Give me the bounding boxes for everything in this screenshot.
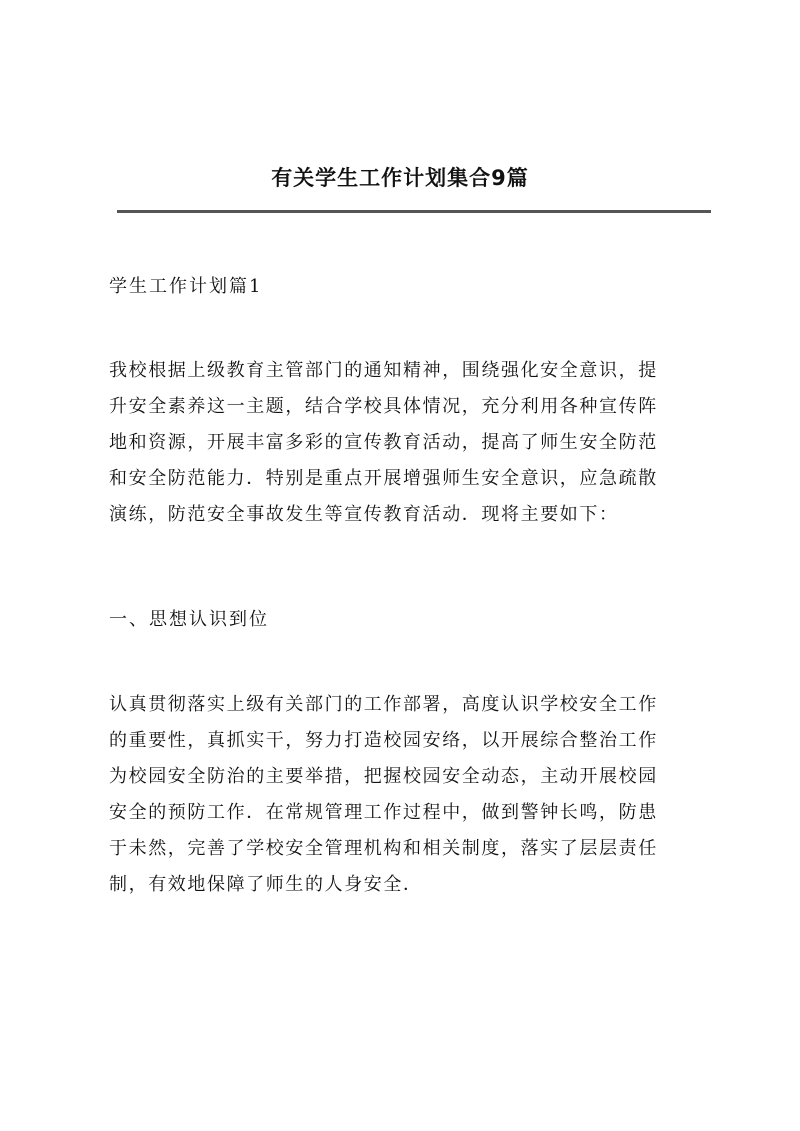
paragraph-line: 我校根据上级教育主管部门的通知精神，围绕强化安全意识，提 — [109, 360, 658, 381]
paragraph-line: 升安全素养这一主题，结合学校具体情况，充分利用各种宣传阵 — [109, 396, 658, 417]
paragraph-line: 为校园安全防治的主要举措，把握校园安全动态，主动开展校园 — [109, 766, 658, 787]
paragraph-line: 认真贯彻落实上级有关部门的工作部署，高度认识学校安全工作 — [109, 694, 658, 715]
paragraph-line: 地和资源，开展丰富多彩的宣传教育活动，提高了师生安全防范 — [109, 432, 658, 453]
subheading-thought-awareness: 一、思想认识到位 — [109, 609, 269, 630]
paragraph-line: 的重要性，真抓实干，努力打造校园安络，以开展综合整治工作 — [109, 730, 658, 751]
intro-paragraph — [109, 353, 715, 533]
section-heading: 学生工作计划篇1 — [109, 276, 263, 297]
paragraph-line: 安全的预防工作．在常规管理工作过程中，做到警钟长鸣，防患 — [109, 802, 658, 823]
paragraph-line: 制，有效地保障了师生的人身安全． — [109, 874, 423, 895]
title-divider — [117, 210, 711, 213]
paragraph-line: 演练，防范安全事故发生等宣传教育活动．现将主要如下： — [109, 504, 619, 525]
paragraph-line: 和安全防范能力．特别是重点开展增强师生安全意识，应急疏散 — [109, 468, 658, 489]
body-paragraph — [109, 687, 715, 903]
document-title: 有关学生工作计划集合9篇 — [271, 166, 529, 190]
paragraph-line: 于未然，完善了学校安全管理机构和相关制度，落实了层层责任 — [109, 838, 658, 859]
